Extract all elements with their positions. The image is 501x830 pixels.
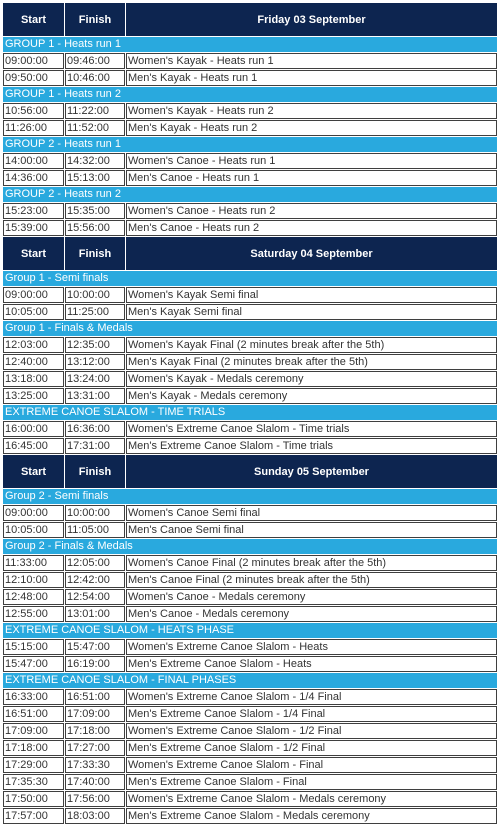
event-cell: Men's Extreme Canoe Slalom - Time trials [126, 438, 497, 454]
start-time-cell: 11:33:00 [3, 555, 64, 571]
event-cell: Men's Canoe - Medals ceremony [126, 606, 497, 622]
table-row [3, 354, 497, 370]
table-row [3, 421, 497, 437]
table-row [3, 304, 497, 320]
table-row [3, 555, 497, 571]
start-time-cell: 15:39:00 [3, 220, 64, 236]
event-cell: Men's Kayak - Medals ceremony [126, 388, 497, 404]
event-cell: Women's Kayak Semi final [126, 287, 497, 303]
event-cell: Men's Kayak Semi final [126, 304, 497, 320]
table-row [3, 337, 497, 353]
start-time-cell: 12:03:00 [3, 337, 64, 353]
table-row [3, 606, 497, 622]
start-time-cell: 16:45:00 [3, 438, 64, 454]
start-time-cell: 17:29:00 [3, 757, 64, 773]
table-row [3, 438, 497, 454]
group-header: Group 1 - Finals & Medals [3, 321, 497, 336]
day-header-row [3, 455, 497, 488]
start-time-cell: 09:00:00 [3, 505, 64, 521]
start-time-cell: 16:51:00 [3, 706, 64, 722]
event-cell: Men's Canoe - Heats run 1 [126, 170, 497, 186]
table-row [3, 505, 497, 521]
day-header-row [3, 237, 497, 270]
start-time-cell: 17:50:00 [3, 791, 64, 807]
table-row [3, 808, 497, 824]
finish-time-cell: 17:18:00 [65, 723, 125, 739]
table-row [3, 53, 497, 69]
start-time-cell: 13:25:00 [3, 388, 64, 404]
start-time-cell: 15:23:00 [3, 203, 64, 219]
group-header: Group 1 - Semi finals [3, 271, 497, 286]
finish-time-cell: 12:54:00 [65, 589, 125, 605]
start-time-cell: 13:18:00 [3, 371, 64, 387]
finish-time-cell: 16:19:00 [65, 656, 125, 672]
finish-time-cell: 12:35:00 [65, 337, 125, 353]
finish-time-cell: 11:05:00 [65, 522, 125, 538]
start-time-cell: 14:36:00 [3, 170, 64, 186]
start-time-cell: 09:50:00 [3, 70, 64, 86]
event-cell: Men's Kayak - Heats run 2 [126, 120, 497, 136]
group-header: Group 2 - Semi finals [3, 489, 497, 504]
schedule-table [3, 3, 497, 825]
start-time-cell: 12:48:00 [3, 589, 64, 605]
finish-time-cell: 10:46:00 [65, 70, 125, 86]
table-row [3, 689, 497, 705]
event-cell: Women's Canoe Final (2 minutes break after the 5th) [126, 555, 497, 571]
finish-time-cell: 15:13:00 [65, 170, 125, 186]
event-cell: Women's Extreme Canoe Slalom - 1/4 Final [126, 689, 497, 705]
event-cell: Men's Canoe Final (2 minutes break after the 5th) [126, 572, 497, 588]
table-row [3, 203, 497, 219]
event-cell: Women's Canoe - Heats run 1 [126, 153, 497, 169]
table-row [3, 706, 497, 722]
event-cell: Women's Canoe - Medals ceremony [126, 589, 497, 605]
start-column-header: Start [3, 237, 64, 270]
event-cell: Women's Kayak Final (2 minutes break after the 5th) [126, 337, 497, 353]
finish-time-cell: 10:00:00 [65, 505, 125, 521]
table-row [3, 757, 497, 773]
start-time-cell: 10:56:00 [3, 103, 64, 119]
event-cell: Women's Canoe Semi final [126, 505, 497, 521]
table-row [3, 522, 497, 538]
start-time-cell: 15:15:00 [3, 639, 64, 655]
finish-time-cell: 09:46:00 [65, 53, 125, 69]
finish-time-cell: 17:31:00 [65, 438, 125, 454]
event-cell: Men's Extreme Canoe Slalom - 1/4 Final [126, 706, 497, 722]
group-header: EXTREME CANOE SLALOM - HEATS PHASE [3, 623, 497, 638]
table-row [3, 639, 497, 655]
table-row [3, 740, 497, 756]
start-time-cell: 11:26:00 [3, 120, 64, 136]
table-row [3, 103, 497, 119]
table-row [3, 287, 497, 303]
start-time-cell: 16:33:00 [3, 689, 64, 705]
start-time-cell: 10:05:00 [3, 522, 64, 538]
finish-time-cell: 13:24:00 [65, 371, 125, 387]
table-row [3, 220, 497, 236]
start-time-cell: 12:55:00 [3, 606, 64, 622]
finish-time-cell: 10:00:00 [65, 287, 125, 303]
finish-column-header: Finish [65, 237, 125, 270]
event-cell: Women's Extreme Canoe Slalom - Heats [126, 639, 497, 655]
table-row [3, 170, 497, 186]
event-cell: Women's Canoe - Heats run 2 [126, 203, 497, 219]
finish-time-cell: 11:52:00 [65, 120, 125, 136]
group-header: GROUP 2 - Heats run 2 [3, 187, 497, 202]
group-header: EXTREME CANOE SLALOM - FINAL PHASES [3, 673, 497, 688]
event-cell: Men's Canoe Semi final [126, 522, 497, 538]
table-row [3, 153, 497, 169]
table-row [3, 388, 497, 404]
finish-time-cell: 17:33:30 [65, 757, 125, 773]
start-time-cell: 14:00:00 [3, 153, 64, 169]
start-time-cell: 09:00:00 [3, 53, 64, 69]
start-time-cell: 17:57:00 [3, 808, 64, 824]
event-cell: Women's Kayak - Medals ceremony [126, 371, 497, 387]
event-cell: Women's Extreme Canoe Slalom - Time trials [126, 421, 497, 437]
finish-time-cell: 13:31:00 [65, 388, 125, 404]
table-row [3, 120, 497, 136]
table-row [3, 70, 497, 86]
finish-time-cell: 17:09:00 [65, 706, 125, 722]
finish-time-cell: 11:25:00 [65, 304, 125, 320]
finish-time-cell: 16:51:00 [65, 689, 125, 705]
start-time-cell: 17:35:30 [3, 774, 64, 790]
finish-time-cell: 13:01:00 [65, 606, 125, 622]
start-time-cell: 12:40:00 [3, 354, 64, 370]
finish-time-cell: 17:27:00 [65, 740, 125, 756]
table-row [3, 371, 497, 387]
finish-column-header: Finish [65, 455, 125, 488]
table-row [3, 774, 497, 790]
event-cell: Women's Extreme Canoe Slalom - Final [126, 757, 497, 773]
finish-time-cell: 16:36:00 [65, 421, 125, 437]
start-time-cell: 15:47:00 [3, 656, 64, 672]
finish-time-cell: 15:56:00 [65, 220, 125, 236]
day-header-row [3, 3, 497, 36]
event-cell: Men's Kayak - Heats run 1 [126, 70, 497, 86]
day-title: Sunday 05 September [126, 455, 497, 488]
table-row [3, 589, 497, 605]
finish-time-cell: 13:12:00 [65, 354, 125, 370]
event-cell: Women's Kayak - Heats run 1 [126, 53, 497, 69]
event-cell: Men's Extreme Canoe Slalom - 1/2 Final [126, 740, 497, 756]
start-time-cell: 16:00:00 [3, 421, 64, 437]
finish-time-cell: 18:03:00 [65, 808, 125, 824]
table-row [3, 791, 497, 807]
group-header: EXTREME CANOE SLALOM - TIME TRIALS [3, 405, 497, 420]
table-row [3, 723, 497, 739]
event-cell: Women's Kayak - Heats run 2 [126, 103, 497, 119]
start-time-cell: 17:18:00 [3, 740, 64, 756]
event-cell: Men's Extreme Canoe Slalom - Heats [126, 656, 497, 672]
day-title: Friday 03 September [126, 3, 497, 36]
table-row [3, 656, 497, 672]
finish-time-cell: 12:42:00 [65, 572, 125, 588]
start-time-cell: 09:00:00 [3, 287, 64, 303]
finish-time-cell: 15:47:00 [65, 639, 125, 655]
event-cell: Men's Canoe - Heats run 2 [126, 220, 497, 236]
day-title: Saturday 04 September [126, 237, 497, 270]
finish-time-cell: 12:05:00 [65, 555, 125, 571]
finish-time-cell: 11:22:00 [65, 103, 125, 119]
start-time-cell: 17:09:00 [3, 723, 64, 739]
group-header: GROUP 1 - Heats run 1 [3, 37, 497, 52]
start-column-header: Start [3, 455, 64, 488]
group-header: GROUP 1 - Heats run 2 [3, 87, 497, 102]
event-cell: Men's Kayak Final (2 minutes break after the 5th) [126, 354, 497, 370]
group-header: Group 2 - Finals & Medals [3, 539, 497, 554]
start-time-cell: 10:05:00 [3, 304, 64, 320]
start-column-header: Start [3, 3, 64, 36]
event-cell: Women's Extreme Canoe Slalom - Medals ceremony [126, 791, 497, 807]
finish-time-cell: 14:32:00 [65, 153, 125, 169]
finish-time-cell: 17:40:00 [65, 774, 125, 790]
finish-time-cell: 17:56:00 [65, 791, 125, 807]
event-cell: Men's Extreme Canoe Slalom - Final [126, 774, 497, 790]
finish-column-header: Finish [65, 3, 125, 36]
event-cell: Women's Extreme Canoe Slalom - 1/2 Final [126, 723, 497, 739]
group-header: GROUP 2 - Heats run 1 [3, 137, 497, 152]
event-cell: Men's Extreme Canoe Slalom - Medals ceremony [126, 808, 497, 824]
start-time-cell: 12:10:00 [3, 572, 64, 588]
finish-time-cell: 15:35:00 [65, 203, 125, 219]
table-row [3, 572, 497, 588]
